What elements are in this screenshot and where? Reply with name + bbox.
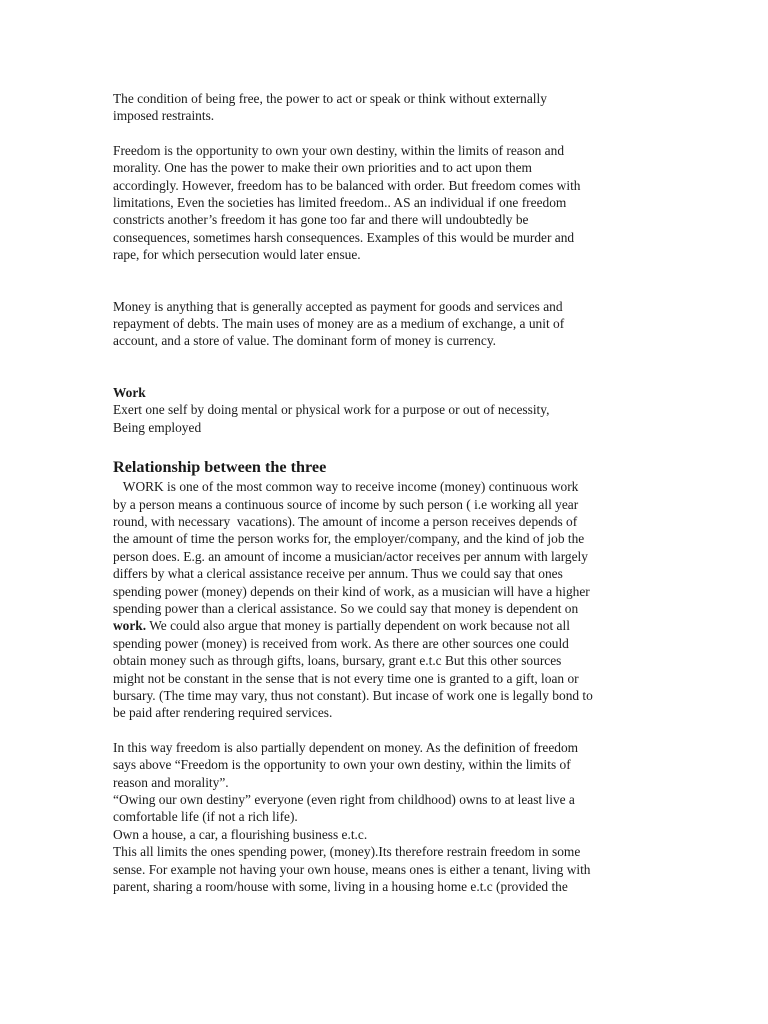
text-line: Own a house, a car, a flourishing business e.t.c. bbox=[113, 826, 368, 842]
text-line: consequences, sometimes harsh consequences. Examples of this would be murder and bbox=[113, 229, 575, 245]
freedom-definition bbox=[113, 90, 658, 125]
text-line: says above “Freedom is the opportunity to own your own destiny, within the limits of bbox=[113, 757, 571, 773]
text-line: limitations, Even the societies has limited freedom.. AS an individual if one freedom bbox=[113, 195, 567, 211]
freedom-paragraph bbox=[113, 142, 658, 264]
text-line: spending power (money) is received from work. As there are other sources one could bbox=[113, 635, 569, 651]
text-line: might not be constant in the sense that is not every time one is granted to a gift, loan or bbox=[113, 670, 579, 686]
text-line: person does. E.g. an amount of income a musician/actor receives per annum with largely bbox=[113, 548, 588, 564]
text-line: Money is anything that is generally accepted as payment for goods and services and bbox=[113, 298, 563, 314]
work-heading: Work bbox=[113, 384, 146, 400]
money-paragraph bbox=[113, 298, 658, 350]
text-line-with-bold bbox=[113, 617, 658, 634]
text-line: In this way freedom is also partially dependent on money. As the definition of freedom bbox=[113, 739, 579, 755]
text-line: parent, sharing a room/house with some, living in a housing home e.t.c (provided the bbox=[113, 879, 568, 895]
text-line: constricts another’s freedom it has gone too far and there will undoubtedly be bbox=[113, 212, 529, 228]
text-line: morality. One has the power to make their own priorities and to act upon them bbox=[113, 160, 532, 176]
text-line: Being employed bbox=[113, 419, 202, 435]
text-line: WORK is one of the most common way to receive income (money) continuous work bbox=[113, 479, 579, 495]
text-line: comfortable life (if not a rich life). bbox=[113, 809, 298, 825]
relationship-heading: Relationship between the three bbox=[113, 458, 327, 477]
text-line: accordingly. However, freedom has to be balanced with order. But freedom comes with bbox=[113, 177, 581, 193]
text-line: spending power than a clerical assistance. So we could say that money is dependent on bbox=[113, 600, 579, 616]
text-line: be paid after rendering required services. bbox=[113, 705, 333, 721]
text-line: sense. For example not having your own house, means ones is either a tenant, living with bbox=[113, 861, 591, 877]
text-line: bursary. (The time may vary, thus not constant). But incase of work one is legally bond to bbox=[113, 687, 593, 703]
text-line: Freedom is the opportunity to own your own destiny, within the limits of reason and bbox=[113, 142, 565, 158]
text-line: differs by what a clerical assistance receive per annum. Thus we could say that ones bbox=[113, 566, 563, 582]
text-line: spending power (money) depends on their kind of work, as a musician will have a higher bbox=[113, 583, 590, 599]
text-line: repayment of debts. The main uses of money are as a medium of exchange, a unit of bbox=[113, 316, 565, 332]
document-page bbox=[113, 90, 658, 895]
text-line: account, and a store of value. The dominant form of money is currency. bbox=[113, 333, 496, 349]
text-line: imposed restraints. bbox=[113, 108, 215, 124]
bold-word-work: work. bbox=[113, 618, 147, 634]
text-line: by a person means a continuous source of income by such person ( i.e working all year bbox=[113, 496, 579, 512]
text-line: The condition of being free, the power to act or speak or think without externally bbox=[113, 91, 547, 106]
freedom-money-paragraph bbox=[113, 739, 658, 896]
text-line: reason and morality”. bbox=[113, 774, 229, 790]
text-line: Exert one self by doing mental or physical work for a purpose or out of necessity, bbox=[113, 402, 550, 418]
text-fragment: We could also argue that money is partially dependent on work because not all bbox=[146, 618, 570, 634]
work-section bbox=[113, 384, 658, 436]
text-line: round, with necessary vacations). The amount of income a person receives depends of bbox=[113, 513, 578, 529]
text-line: rape, for which persecution would later ensue. bbox=[113, 247, 361, 263]
text-line: obtain money such as through gifts, loans, bursary, grant e.t.c But this other sources bbox=[113, 653, 562, 669]
text-line: “Owing our own destiny” everyone (even right from childhood) owns to at least live a bbox=[113, 792, 575, 807]
text-line: This all limits the ones spending power, (money).Its therefore restrain freedom in some bbox=[113, 844, 581, 860]
relationship-paragraph bbox=[113, 478, 658, 722]
text-line: the amount of time the person works for, the employer/company, and the kind of job the bbox=[113, 531, 585, 547]
